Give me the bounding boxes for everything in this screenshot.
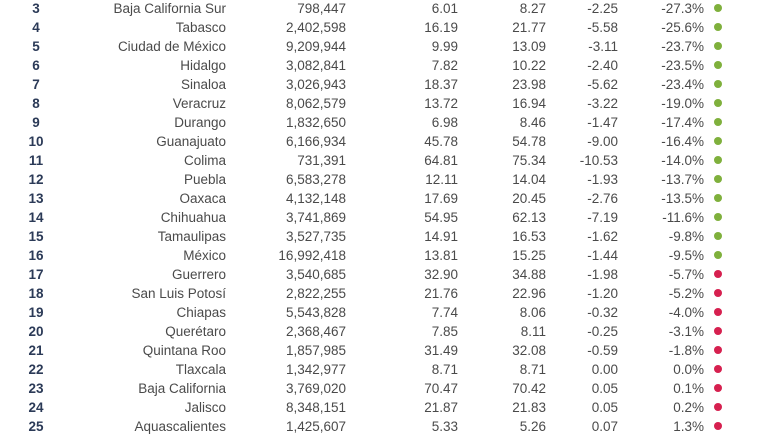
value-2-cell: 8.06	[519, 305, 546, 320]
status-dot-icon	[714, 213, 722, 221]
status-dot-icon	[714, 365, 722, 373]
change-cell: -5.62	[587, 77, 618, 92]
table-row	[0, 113, 768, 132]
state-name-cell: Chiapas	[176, 305, 226, 320]
change-cell: -1.44	[587, 248, 618, 263]
status-dot-icon	[714, 194, 722, 202]
change-cell: -5.58	[587, 20, 618, 35]
value-2-cell: 8.46	[519, 115, 546, 130]
population-cell: 2,402,598	[285, 20, 346, 35]
population-cell: 5,543,828	[285, 305, 346, 320]
change-cell: -0.59	[587, 343, 618, 358]
value-2-cell: 54.78	[512, 134, 546, 149]
change-cell: -9.00	[587, 134, 618, 149]
state-name-cell: Guanajuato	[156, 134, 226, 149]
value-1-cell: 13.81	[424, 248, 458, 263]
change-percent-cell: -16.4%	[661, 134, 704, 149]
value-2-cell: 32.08	[512, 343, 546, 358]
table-row	[0, 284, 768, 303]
status-dot-icon	[714, 99, 722, 107]
change-percent-cell: -3.1%	[668, 324, 704, 339]
population-cell: 3,527,735	[285, 229, 346, 244]
value-2-cell: 8.27	[519, 1, 546, 16]
table-row	[0, 246, 768, 265]
population-cell: 1,342,977	[285, 362, 346, 377]
change-cell: -1.20	[587, 286, 618, 301]
value-1-cell: 32.90	[424, 267, 458, 282]
value-1-cell: 70.47	[424, 381, 458, 396]
population-cell: 8,348,151	[285, 400, 346, 415]
table-row	[0, 75, 768, 94]
state-name-cell: Ciudad de México	[117, 39, 226, 54]
status-dot-icon	[714, 327, 722, 335]
change-percent-cell: -11.6%	[662, 210, 704, 225]
change-percent-cell: -23.7%	[661, 39, 704, 54]
table-row	[0, 265, 768, 284]
rank-cell: 15	[28, 229, 44, 244]
population-cell: 1,425,607	[285, 419, 346, 434]
status-dot-icon	[714, 422, 722, 430]
value-1-cell: 8.71	[431, 362, 458, 377]
change-percent-cell: 0.0%	[673, 362, 704, 377]
status-dot-icon	[714, 232, 722, 240]
table-row	[0, 132, 768, 151]
population-cell: 3,741,869	[285, 210, 346, 225]
status-dot-icon	[714, 270, 722, 278]
change-cell: 0.07	[591, 419, 618, 434]
state-name-cell: Durango	[174, 115, 226, 130]
table-row	[0, 94, 768, 113]
population-cell: 16,992,418	[278, 248, 346, 263]
table-row	[0, 208, 768, 227]
value-1-cell: 18.37	[424, 77, 458, 92]
status-dot-icon	[714, 4, 722, 12]
value-2-cell: 34.88	[512, 267, 546, 282]
rank-cell: 8	[32, 96, 40, 111]
rank-cell: 10	[28, 134, 44, 149]
population-cell: 798,447	[297, 1, 346, 16]
change-cell: -0.32	[587, 305, 618, 320]
value-2-cell: 62.13	[512, 210, 546, 225]
state-name-cell: Tlaxcala	[175, 362, 226, 377]
state-name-cell: Tamaulipas	[157, 229, 226, 244]
value-2-cell: 8.71	[519, 362, 546, 377]
value-2-cell: 22.96	[512, 286, 546, 301]
rank-cell: 18	[28, 286, 44, 301]
state-name-cell: Baja California Sur	[113, 1, 226, 16]
status-dot-icon	[714, 23, 722, 31]
value-2-cell: 15.25	[512, 248, 546, 263]
state-name-cell: Aquascalientes	[134, 419, 226, 434]
change-percent-cell: -5.7%	[668, 267, 704, 282]
change-cell: -1.62	[587, 229, 618, 244]
rank-cell: 23	[28, 381, 44, 396]
state-name-cell: México	[183, 248, 226, 263]
value-1-cell: 14.91	[424, 229, 458, 244]
table-row	[0, 379, 768, 398]
value-1-cell: 54.95	[424, 210, 458, 225]
value-1-cell: 5.33	[431, 419, 458, 434]
change-percent-cell: -17.4%	[661, 115, 704, 130]
value-2-cell: 14.04	[512, 172, 546, 187]
population-cell: 3,082,841	[285, 58, 346, 73]
change-cell: -1.47	[587, 115, 618, 130]
value-1-cell: 7.74	[431, 305, 458, 320]
rank-cell: 24	[28, 400, 44, 415]
change-cell: -7.19	[587, 210, 618, 225]
state-name-cell: Chihuahua	[160, 210, 226, 225]
value-1-cell: 16.19	[424, 20, 458, 35]
value-2-cell: 70.42	[512, 381, 546, 396]
change-cell: -2.76	[587, 191, 618, 206]
state-name-cell: Jalisco	[184, 400, 226, 415]
rank-cell: 13	[28, 191, 44, 206]
state-name-cell: Veracruz	[172, 96, 226, 111]
population-cell: 3,026,943	[285, 77, 346, 92]
table-row	[0, 0, 768, 18]
status-dot-icon	[714, 308, 722, 316]
change-percent-cell: -23.4%	[661, 77, 704, 92]
rank-cell: 14	[28, 210, 44, 225]
change-percent-cell: -23.5%	[661, 58, 704, 73]
table-row	[0, 37, 768, 56]
state-name-cell: Baja California	[138, 381, 226, 396]
value-2-cell: 75.34	[512, 153, 546, 168]
value-2-cell: 5.26	[519, 419, 546, 434]
population-cell: 1,832,650	[285, 115, 346, 130]
rank-cell: 9	[32, 115, 40, 130]
status-dot-icon	[714, 403, 722, 411]
state-name-cell: Quintana Roo	[142, 343, 226, 358]
change-percent-cell: -1.8%	[668, 343, 704, 358]
rank-cell: 6	[32, 58, 40, 73]
state-name-cell: Oaxaca	[179, 191, 226, 206]
state-name-cell: San Luis Potosí	[131, 286, 226, 301]
change-percent-cell: -9.5%	[668, 248, 704, 263]
change-percent-cell: -19.0%	[661, 96, 704, 111]
value-2-cell: 16.94	[512, 96, 546, 111]
rank-cell: 5	[32, 39, 40, 54]
value-2-cell: 21.83	[512, 400, 546, 415]
change-percent-cell: -27.3%	[661, 1, 704, 16]
rank-cell: 3	[32, 1, 40, 16]
change-percent-cell: -9.8%	[668, 229, 704, 244]
table-row	[0, 398, 768, 417]
change-cell: 0.05	[591, 400, 618, 415]
value-2-cell: 23.98	[512, 77, 546, 92]
change-percent-cell: -5.2%	[668, 286, 704, 301]
status-dot-icon	[714, 289, 722, 297]
table-row	[0, 189, 768, 208]
value-1-cell: 9.99	[431, 39, 458, 54]
table-row	[0, 322, 768, 341]
value-2-cell: 16.53	[512, 229, 546, 244]
value-2-cell: 10.22	[512, 58, 546, 73]
value-1-cell: 64.81	[424, 153, 458, 168]
status-dot-icon	[714, 42, 722, 50]
value-1-cell: 7.85	[431, 324, 458, 339]
value-1-cell: 21.76	[424, 286, 458, 301]
status-dot-icon	[714, 156, 722, 164]
status-dot-icon	[714, 61, 722, 69]
table-row	[0, 303, 768, 322]
population-cell: 3,540,685	[285, 267, 346, 282]
change-percent-cell: 1.3%	[673, 419, 704, 434]
value-2-cell: 21.77	[512, 20, 546, 35]
change-percent-cell: -25.6%	[661, 20, 704, 35]
change-cell: -10.53	[579, 153, 618, 168]
population-cell: 4,132,148	[285, 191, 346, 206]
population-cell: 3,769,020	[285, 381, 346, 396]
value-1-cell: 21.87	[424, 400, 458, 415]
status-dot-icon	[714, 384, 722, 392]
change-percent-cell: -13.7%	[661, 172, 704, 187]
status-dot-icon	[714, 80, 722, 88]
status-dot-icon	[714, 251, 722, 259]
status-dot-icon	[714, 175, 722, 183]
value-1-cell: 17.69	[424, 191, 458, 206]
status-dot-icon	[714, 137, 722, 145]
population-cell: 2,822,255	[285, 286, 346, 301]
population-cell: 731,391	[297, 153, 346, 168]
rank-cell: 12	[28, 172, 44, 187]
state-name-cell: Guerrero	[171, 267, 226, 282]
table-row	[0, 341, 768, 360]
state-name-cell: Hidalgo	[180, 58, 226, 73]
rank-cell: 16	[28, 248, 44, 263]
value-1-cell: 7.82	[431, 58, 458, 73]
change-cell: -1.93	[587, 172, 618, 187]
change-percent-cell: 0.2%	[673, 400, 704, 415]
change-cell: -3.22	[587, 96, 618, 111]
rank-cell: 19	[28, 305, 44, 320]
status-dot-icon	[714, 346, 722, 354]
change-cell: -2.40	[587, 58, 618, 73]
value-1-cell: 6.01	[431, 1, 458, 16]
population-cell: 6,166,934	[285, 134, 346, 149]
population-cell: 2,368,467	[285, 324, 346, 339]
value-2-cell: 20.45	[512, 191, 546, 206]
population-cell: 9,209,944	[285, 39, 346, 54]
value-1-cell: 31.49	[424, 343, 458, 358]
table-row	[0, 170, 768, 189]
table-row	[0, 227, 768, 246]
table-row	[0, 360, 768, 379]
change-percent-cell: -4.0%	[668, 305, 704, 320]
change-cell: 0.05	[591, 381, 618, 396]
population-cell: 8,062,579	[285, 96, 346, 111]
population-cell: 6,583,278	[285, 172, 346, 187]
population-cell: 1,857,985	[285, 343, 346, 358]
table-row	[0, 18, 768, 37]
change-cell: -3.11	[588, 39, 618, 54]
rank-cell: 4	[32, 20, 40, 35]
change-cell: -1.98	[587, 267, 618, 282]
table-row	[0, 151, 768, 170]
value-2-cell: 13.09	[512, 39, 546, 54]
value-1-cell: 45.78	[424, 134, 458, 149]
change-cell: 0.00	[591, 362, 618, 377]
rank-cell: 22	[28, 362, 44, 377]
change-cell: -0.25	[587, 324, 618, 339]
value-2-cell: 8.11	[520, 324, 546, 339]
change-percent-cell: 0.1%	[673, 381, 704, 396]
state-name-cell: Colima	[183, 153, 226, 168]
state-name-cell: Querétaro	[165, 324, 226, 339]
rank-cell: 7	[32, 77, 40, 92]
value-1-cell: 12.11	[425, 172, 458, 187]
change-cell: -2.25	[587, 1, 618, 16]
change-percent-cell: -13.5%	[661, 191, 704, 206]
rank-cell: 25	[28, 419, 44, 434]
rank-cell: 21	[28, 343, 44, 358]
table-row	[0, 56, 768, 75]
rank-cell: 17	[28, 267, 44, 282]
state-name-cell: Sinaloa	[180, 77, 226, 92]
state-name-cell: Tabasco	[175, 20, 226, 35]
rank-cell: 11	[28, 153, 44, 168]
state-name-cell: Puebla	[183, 172, 226, 187]
rank-cell: 20	[28, 324, 44, 339]
value-1-cell: 6.98	[431, 115, 458, 130]
status-dot-icon	[714, 118, 722, 126]
value-1-cell: 13.72	[424, 96, 458, 111]
change-percent-cell: -14.0%	[661, 153, 704, 168]
table-row	[0, 417, 768, 436]
